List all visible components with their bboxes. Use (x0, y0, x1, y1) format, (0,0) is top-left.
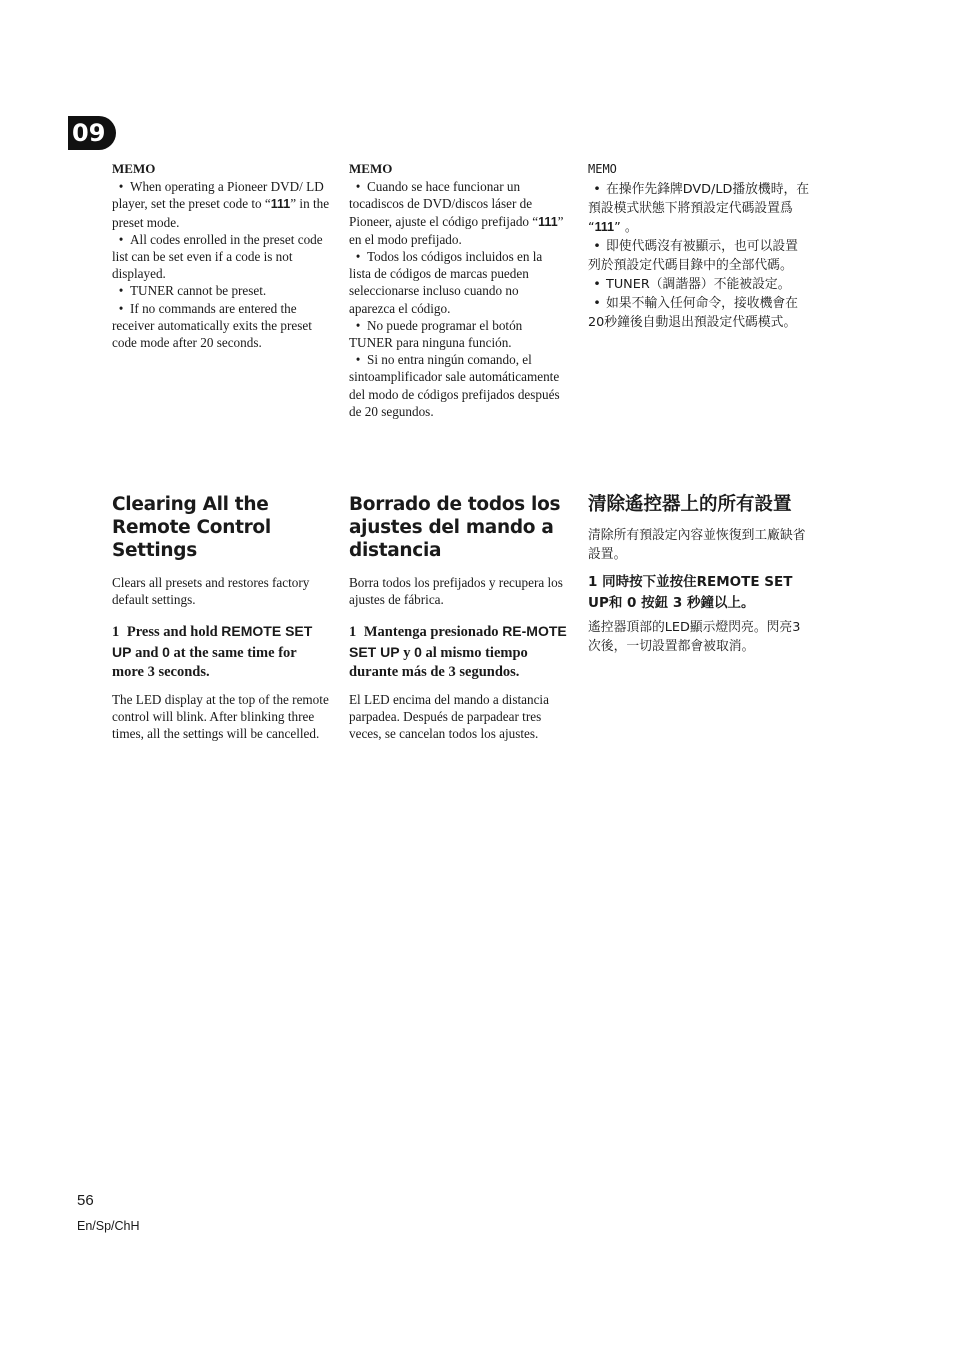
memo-list-es (349, 178, 567, 420)
memo-item (112, 231, 330, 283)
memo-list-en (112, 178, 330, 351)
memo-text: Cuando se hace funcionar un tocadiscos de DVD/discos láser de Pioneer, ajuste el código prefijado “ (349, 179, 539, 229)
language-codes: En/Sp/ChH (77, 1219, 140, 1233)
step-text-a: Mantenga presionado (363, 624, 503, 641)
step-text-a: Press and hold (126, 624, 222, 641)
key-zero: 0 (162, 643, 170, 660)
step-text-b: and (131, 644, 163, 661)
memo-item (349, 248, 567, 317)
step-1-en (112, 622, 330, 683)
memo-text: ” 。 (614, 220, 638, 235)
clear-section-es (349, 493, 567, 743)
bullet-icon: • (593, 296, 601, 311)
memo-item (588, 294, 810, 332)
page-number: 56 (77, 1192, 94, 1209)
bullet-icon: • (593, 182, 601, 197)
clear-section-en (112, 493, 330, 743)
memo-text: Todos los códigos incluidos en la lista de códigos de marcas pueden seleccionarse incluso cuando no aparezca el código. (349, 249, 543, 316)
step-desc-zh: 遙控器頂部的LED顯示燈閃亮。閃亮3次後，一切設置都會被取消。 (588, 620, 801, 654)
step-1-zh: 1 同時按下並按住REMOTE SET UP和 0 按鈕 3 秒鐘以上。 (588, 574, 793, 611)
key-remote-set-up: RE-MOTE SET UP (349, 623, 567, 660)
memo-text: 在操作先鋒牌DVD/LD播放機時，在預設模式狀態下將預設定代碼設置爲 “ (588, 182, 810, 235)
section-intro-en: Clears all presets and restores factory default settings. (112, 575, 310, 608)
step-1-es (349, 622, 567, 683)
bullet-icon: • (355, 352, 361, 368)
bullet-icon: • (355, 249, 361, 265)
memo-zh (588, 160, 810, 332)
bullet-icon: • (118, 231, 124, 247)
memo-item (112, 300, 330, 352)
section-heading-en: Clearing All the Remote Control Settings (112, 494, 271, 561)
memo-text: TUNER cannot be preset. (130, 283, 267, 299)
bullet-icon: • (118, 179, 124, 195)
memo-item (588, 275, 810, 294)
memo-item (112, 178, 330, 231)
memo-text: 即使代碼沒有被顯示，也可以設置列於預設定代碼目錄中的全部代碼。 (588, 239, 798, 273)
memo-item (112, 282, 330, 299)
bullet-icon: • (118, 300, 124, 316)
step-number: 1 (349, 624, 357, 641)
memo-text: TUNER（調諧器）不能被設定。 (606, 277, 791, 292)
memo-item (588, 237, 810, 275)
bullet-icon: • (355, 317, 361, 333)
bullet-icon: • (118, 283, 124, 299)
section-intro-es: Borra todos los prefijados y recupera los ajustes de fábrica. (349, 575, 563, 608)
bullet-icon: • (593, 277, 601, 292)
chapter-tab: 09 (68, 116, 116, 150)
memo-text: If no commands are entered the receiver automatically exits the preset code mode after 20 seconds. (112, 300, 312, 351)
memo-text: No puede programar el botón TUNER para ninguna función. (349, 317, 523, 351)
memo-text: When operating a Pioneer DVD/ LD player, set the preset code to “ (112, 179, 324, 212)
memo-text: Si no entra ningún comando, el sintoamplificador sale automáticamente del modo de códigos prefijados después de 20 segundos. (349, 352, 560, 419)
bullet-icon: • (355, 179, 361, 195)
section-intro-zh: 清除所有預設定內容並恢復到工廠缺省設置。 (588, 528, 806, 562)
memo-text: 如果不輸入任何命令，接收機會在 20秒鐘後自動退出預設定代碼模式。 (588, 296, 798, 330)
memo-item (349, 351, 567, 420)
step-desc-en: The LED display at the top of the remote control will blink. After blinking three times, all the settings will be cancelled. (112, 691, 329, 742)
step-desc-es: El LED encima del mando a distancia parpadea. Después de parpadear tres veces, se cancelan todos los ajustes. (349, 691, 549, 742)
memo-es (349, 160, 567, 420)
memo-item (349, 317, 567, 351)
key-remote-set-up: REMOTE SET UP (112, 623, 313, 660)
memo-title-es: MEMO (349, 161, 393, 176)
preset-code: 111 (538, 214, 558, 229)
memo-en (112, 160, 330, 351)
section-heading-es: Borrado de todos los ajustes del mando a distancia (349, 494, 561, 561)
step-text-c: at the same time for more 3 seconds. (112, 644, 297, 681)
step-text-b: y (399, 644, 415, 661)
preset-code: 111 (594, 220, 615, 234)
memo-title-en: MEMO (112, 161, 156, 176)
section-heading-zh: 清除遙控器上的所有設置 (588, 494, 792, 515)
memo-text: ” in the preset mode. (112, 196, 330, 230)
key-zero: 0 (414, 643, 422, 660)
bullet-icon: • (593, 239, 601, 254)
memo-text: ” en el modo prefijado. (349, 213, 564, 247)
clear-section-zh (588, 493, 810, 656)
step-text-c: al mismo tiempo durante más de 3 segundos. (349, 644, 528, 681)
memo-item (588, 180, 810, 237)
step-number: 1 (112, 624, 120, 641)
memo-text: All codes enrolled in the preset code list can be set even if a code is not displayed. (112, 231, 323, 282)
preset-code: 111 (270, 197, 291, 212)
memo-list-zh (588, 180, 810, 332)
memo-title-zh: MEMO (588, 162, 617, 176)
memo-item (349, 178, 567, 248)
